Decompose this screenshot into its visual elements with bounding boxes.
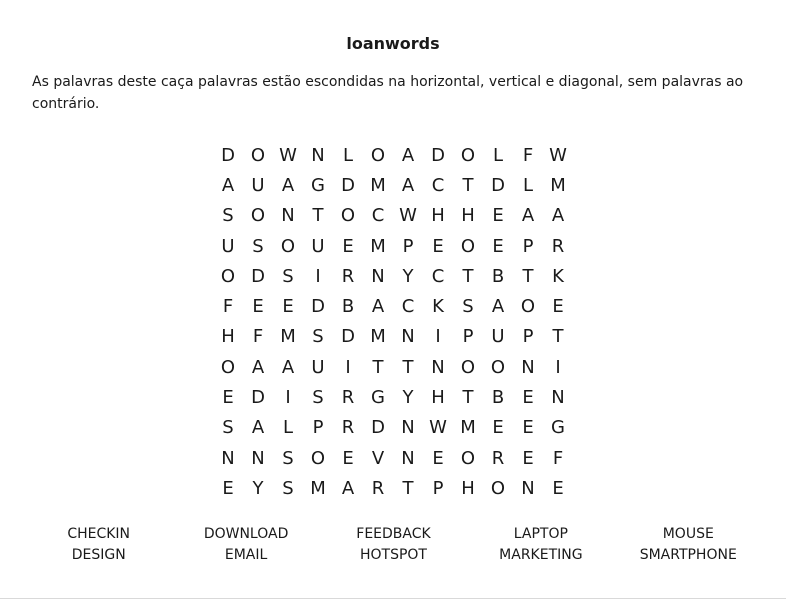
word-list-item: MOUSE (662, 526, 714, 542)
grid-cell: H (431, 205, 445, 227)
grid-cell: G (371, 387, 385, 409)
grid-cell: O (490, 477, 506, 499)
grid-cell: E (282, 296, 294, 318)
grid-cell: G (311, 174, 325, 196)
grid-cell: L (282, 417, 294, 439)
grid-cell: F (222, 296, 234, 318)
grid-cell: O (250, 144, 266, 166)
grid-cell: E (222, 477, 234, 499)
grid-cell: D (251, 387, 265, 409)
grid-cell: H (461, 477, 475, 499)
grid-cell: N (431, 356, 445, 378)
grid-cell: R (491, 447, 505, 469)
grid-cell: T (522, 265, 534, 287)
grid-cell: R (371, 477, 385, 499)
grid-cell: M (310, 477, 326, 499)
grid-cell: O (460, 447, 476, 469)
grid-cell: P (432, 477, 444, 499)
grid-cell: K (552, 265, 564, 287)
grid-cell: Y (252, 477, 264, 499)
grid-cell: F (552, 447, 564, 469)
grid-cell: O (310, 447, 326, 469)
grid-cell: L (342, 144, 354, 166)
grid-cell: M (370, 235, 386, 257)
grid-cell: A (521, 205, 535, 227)
grid-cell: I (315, 265, 321, 287)
grid-cell: M (370, 174, 386, 196)
grid-cell: P (462, 326, 474, 348)
grid-cell: R (341, 417, 355, 439)
grid-cell: H (461, 205, 475, 227)
word-list-item: MARKETING (499, 547, 583, 563)
grid-cell: O (280, 235, 296, 257)
grid-cell: C (371, 205, 385, 227)
grid-cell: D (221, 144, 235, 166)
grid-cell: A (371, 296, 385, 318)
grid-cell: N (311, 144, 325, 166)
grid-cell: V (371, 447, 385, 469)
grid-cell: N (401, 326, 415, 348)
grid-cell: D (251, 265, 265, 287)
grid-cell: A (281, 174, 295, 196)
grid-cell: O (220, 356, 236, 378)
grid-cell: D (311, 296, 325, 318)
grid-cell: N (371, 265, 385, 287)
grid-cell: P (522, 326, 534, 348)
grid-cell: U (491, 326, 505, 348)
grid-cell: H (431, 387, 445, 409)
grid-cell: B (491, 265, 505, 287)
grid-cell: T (462, 387, 474, 409)
grid-cell: N (401, 417, 415, 439)
grid-cell: U (311, 356, 325, 378)
grid-cell: N (521, 356, 535, 378)
grid-cell: S (252, 235, 264, 257)
word-list-item: HOTSPOT (359, 547, 427, 563)
grid-cell: E (222, 387, 234, 409)
grid-cell: M (460, 417, 476, 439)
grid-cell: T (552, 326, 564, 348)
grid-cell: E (342, 447, 354, 469)
word-list (25, 524, 762, 566)
grid-cell: S (222, 417, 234, 439)
grid-cell: N (401, 447, 415, 469)
grid-cell: N (521, 477, 535, 499)
grid-cell: R (341, 387, 355, 409)
grid-cell: U (221, 235, 235, 257)
grid-cell: E (522, 387, 534, 409)
grid-cell: S (312, 387, 324, 409)
grid-cell: N (221, 447, 235, 469)
grid-cell: W (399, 205, 417, 227)
grid-cell: O (520, 296, 536, 318)
grid-cell: Y (402, 265, 414, 287)
letter-grid (213, 140, 573, 504)
grid-cell: E (552, 296, 564, 318)
grid-cell: F (252, 326, 264, 348)
grid-cell: O (250, 205, 266, 227)
grid-cell: A (251, 356, 265, 378)
puzzle-instructions: As palavras deste caça palavras estão escondidas na horizontal, vertical e diagonal, sem palavras ao contrário. (32, 74, 744, 112)
grid-cell: L (522, 174, 534, 196)
word-list-item: FEEDBACK (356, 526, 431, 542)
word-list-item: DOWNLOAD (203, 526, 289, 542)
grid-cell: S (462, 296, 474, 318)
grid-cell: T (402, 356, 414, 378)
grid-cell: A (281, 356, 295, 378)
grid-cell: B (341, 296, 355, 318)
grid-cell: T (372, 356, 384, 378)
grid-cell: A (401, 144, 415, 166)
grid-cell: E (432, 447, 444, 469)
grid-cell: I (285, 387, 291, 409)
bottom-divider (0, 598, 786, 599)
grid-cell: A (221, 174, 235, 196)
grid-cell: P (312, 417, 324, 439)
word-list-item: SMARTPHONE (639, 547, 737, 563)
grid-cell: O (460, 144, 476, 166)
grid-cell: O (340, 205, 356, 227)
grid-cell: P (522, 235, 534, 257)
grid-cell: E (432, 235, 444, 257)
puzzle-title: loanwords (346, 34, 440, 53)
grid-cell: E (342, 235, 354, 257)
grid-cell: E (522, 417, 534, 439)
grid-cell: S (312, 326, 324, 348)
grid-cell: N (551, 387, 565, 409)
grid-cell: E (492, 205, 504, 227)
grid-cell: A (551, 205, 565, 227)
grid-cell: U (311, 235, 325, 257)
grid-cell: T (402, 477, 414, 499)
grid-cell: O (460, 356, 476, 378)
grid-cell: A (251, 417, 265, 439)
grid-cell: C (431, 174, 445, 196)
grid-cell: C (431, 265, 445, 287)
grid-cell: W (549, 144, 567, 166)
grid-cell: N (251, 447, 265, 469)
grid-cell: H (221, 326, 235, 348)
grid-cell: L (492, 144, 504, 166)
grid-cell: S (282, 265, 294, 287)
word-list-item: DESIGN (71, 547, 126, 563)
word-list-item: LAPTOP (513, 526, 568, 542)
grid-cell: U (251, 174, 265, 196)
grid-cell: O (220, 265, 236, 287)
word-list-item: CHECKIN (67, 526, 131, 542)
grid-cell: P (402, 235, 414, 257)
grid-cell: D (431, 144, 445, 166)
grid-cell: E (252, 296, 264, 318)
grid-cell: R (551, 235, 565, 257)
grid-cell: A (491, 296, 505, 318)
grid-cell: B (491, 387, 505, 409)
grid-cell: W (279, 144, 297, 166)
grid-cell: D (341, 174, 355, 196)
grid-cell: I (555, 356, 561, 378)
grid-cell: D (371, 417, 385, 439)
grid-cell: E (492, 417, 504, 439)
grid-cell: O (370, 144, 386, 166)
grid-cell: F (522, 144, 534, 166)
grid-cell: E (522, 447, 534, 469)
grid-cell: M (370, 326, 386, 348)
grid-cell: E (552, 477, 564, 499)
grid-cell: T (462, 265, 474, 287)
grid-cell: M (280, 326, 296, 348)
grid-cell: O (490, 356, 506, 378)
grid-cell: T (312, 205, 324, 227)
grid-cell: D (491, 174, 505, 196)
grid-cell: A (401, 174, 415, 196)
grid-cell: S (222, 205, 234, 227)
grid-cell: W (429, 417, 447, 439)
word-list-item: EMAIL (224, 547, 268, 563)
grid-cell: Y (402, 387, 414, 409)
grid-cell: I (435, 326, 441, 348)
grid-cell: E (492, 235, 504, 257)
grid-cell: D (341, 326, 355, 348)
grid-cell: G (551, 417, 565, 439)
grid-cell: K (432, 296, 444, 318)
grid-cell: R (341, 265, 355, 287)
grid-cell: C (401, 296, 415, 318)
grid-cell: N (281, 205, 295, 227)
grid-cell: T (462, 174, 474, 196)
grid-cell: M (550, 174, 566, 196)
grid-cell: A (341, 477, 355, 499)
grid-cell: S (282, 477, 294, 499)
grid-cell: I (345, 356, 351, 378)
grid-cell: O (460, 235, 476, 257)
grid-cell: S (282, 447, 294, 469)
